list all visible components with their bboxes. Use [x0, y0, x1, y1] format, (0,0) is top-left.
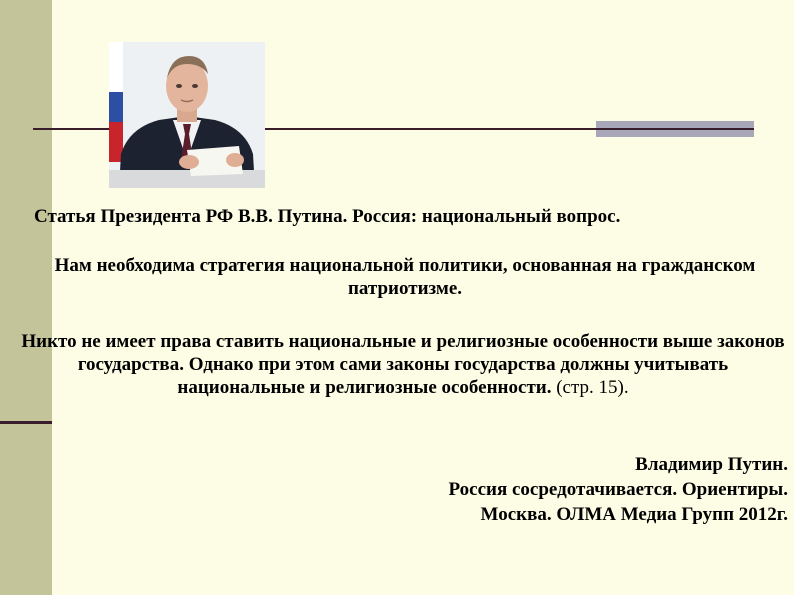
- author-name: Владимир Путин.: [635, 454, 788, 475]
- quote-paragraph-2-text: Никто не имеет права ставить национальные и религиозные особенности выше законов государства. Однако при этом сами законы государства должны учитывать национальные и религиозные особенности.: [21, 331, 785, 398]
- accent-bar: [596, 121, 754, 137]
- publisher-line: Москва. ОЛМА Медиа Групп 2012г.: [480, 504, 788, 525]
- portrait-photo: [109, 42, 265, 188]
- article-title: Статья Президента РФ В.В. Путина. Россия: национальный вопрос.: [34, 206, 621, 227]
- person-photo-icon: [109, 42, 265, 188]
- quote-paragraph-2: [14, 330, 792, 399]
- quote-paragraph-1: Нам необходима стратегия национальной политики, основанная на гражданском патриотизме.: [54, 255, 756, 299]
- book-title: Россия сосредотачивается. Ориентиры.: [448, 479, 788, 500]
- page-reference: (стр. 15).: [551, 377, 629, 398]
- signature-block: [228, 452, 788, 527]
- left-short-divider: [0, 421, 52, 424]
